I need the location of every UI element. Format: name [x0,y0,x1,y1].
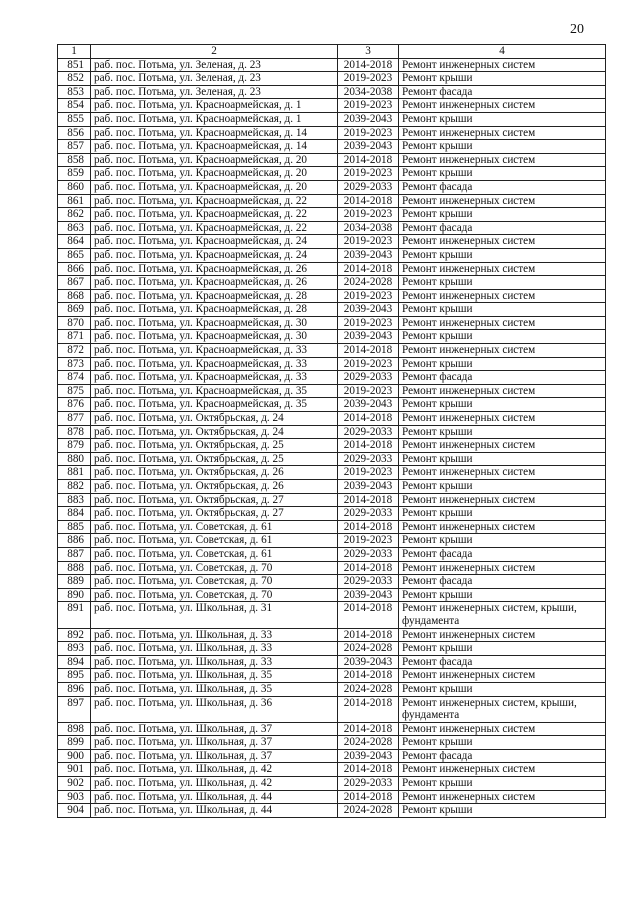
table-row [58,628,606,642]
period-cell: 2039-2043 [338,588,399,602]
table-row [58,602,606,628]
work-type-cell: Ремонт инженерных систем [399,316,606,330]
work-type-cell: Ремонт инженерных систем [399,561,606,575]
address-cell: раб. пос. Потьма, ул. Школьная, д. 42 [91,777,338,791]
address-cell: раб. пос. Потьма, ул. Зеленая, д. 23 [91,85,338,99]
address-cell: раб. пос. Потьма, ул. Красноармейская, д. 33 [91,344,338,358]
period-cell: 2014-2018 [338,561,399,575]
period-cell: 2014-2018 [338,194,399,208]
address-cell: раб. пос. Потьма, ул. Красноармейская, д. 28 [91,303,338,317]
address-cell: раб. пос. Потьма, ул. Советская, д. 61 [91,520,338,534]
work-type-cell: Ремонт инженерных систем [399,439,606,453]
period-cell: 2014-2018 [338,412,399,426]
column-header: 4 [399,45,606,59]
address-cell: раб. пос. Потьма, ул. Школьная, д. 33 [91,642,338,656]
row-number-cell: 859 [58,167,91,181]
row-number-cell: 897 [58,696,91,722]
period-cell: 2029-2033 [338,777,399,791]
table-row [58,99,606,113]
period-cell: 2014-2018 [338,153,399,167]
address-cell: раб. пос. Потьма, ул. Школьная, д. 33 [91,628,338,642]
table-row [58,493,606,507]
table-row [58,480,606,494]
address-cell: раб. пос. Потьма, ул. Советская, д. 70 [91,561,338,575]
row-number-cell: 862 [58,208,91,222]
row-number-cell: 860 [58,180,91,194]
period-cell: 2014-2018 [338,790,399,804]
period-cell: 2019-2023 [338,72,399,86]
table-row [58,777,606,791]
row-number-cell: 882 [58,480,91,494]
row-number-cell: 875 [58,384,91,398]
address-cell: раб. пос. Потьма, ул. Школьная, д. 31 [91,602,338,628]
table-row [58,180,606,194]
page-number: 20 [570,22,584,37]
address-cell: раб. пос. Потьма, ул. Красноармейская, д. 1 [91,99,338,113]
row-number-cell: 855 [58,112,91,126]
address-cell: раб. пос. Потьма, ул. Красноармейская, д. 35 [91,384,338,398]
register-table-body [58,45,606,818]
row-number-cell: 853 [58,85,91,99]
work-type-cell: Ремонт крыши [399,167,606,181]
period-cell: 2029-2033 [338,507,399,521]
work-type-cell: Ремонт крыши [399,480,606,494]
row-number-cell: 866 [58,262,91,276]
table-row [58,682,606,696]
row-number-cell: 885 [58,520,91,534]
address-cell: раб. пос. Потьма, ул. Школьная, д. 33 [91,655,338,669]
row-number-cell: 886 [58,534,91,548]
period-cell: 2034-2038 [338,221,399,235]
work-type-cell: Ремонт инженерных систем [399,153,606,167]
table-row [58,696,606,722]
work-type-cell: Ремонт крыши [399,534,606,548]
work-type-cell: Ремонт инженерных систем [399,384,606,398]
address-cell: раб. пос. Потьма, ул. Школьная, д. 42 [91,763,338,777]
table-row [58,466,606,480]
address-cell: раб. пос. Потьма, ул. Красноармейская, д. 20 [91,153,338,167]
address-cell: раб. пос. Потьма, ул. Советская, д. 70 [91,575,338,589]
row-number-cell: 871 [58,330,91,344]
work-type-cell: Ремонт инженерных систем [399,763,606,777]
table-header-row [58,45,606,59]
address-cell: раб. пос. Потьма, ул. Школьная, д. 37 [91,722,338,736]
table-row [58,357,606,371]
address-cell: раб. пос. Потьма, ул. Красноармейская, д. 35 [91,398,338,412]
row-number-cell: 890 [58,588,91,602]
period-cell: 2019-2023 [338,534,399,548]
address-cell: раб. пос. Потьма, ул. Красноармейская, д. 20 [91,180,338,194]
table-row [58,669,606,683]
table-row [58,126,606,140]
row-number-cell: 901 [58,763,91,777]
row-number-cell: 883 [58,493,91,507]
row-number-cell: 876 [58,398,91,412]
period-cell: 2039-2043 [338,330,399,344]
table-row [58,72,606,86]
table-row [58,749,606,763]
period-cell: 2024-2028 [338,642,399,656]
address-cell: раб. пос. Потьма, ул. Октябрьская, д. 27 [91,493,338,507]
row-number-cell: 895 [58,669,91,683]
row-number-cell: 874 [58,371,91,385]
table-row [58,588,606,602]
period-cell: 2039-2043 [338,112,399,126]
work-type-cell: Ремонт крыши [399,140,606,154]
table-row [58,452,606,466]
table-row [58,575,606,589]
row-number-cell: 903 [58,790,91,804]
work-type-cell: Ремонт крыши [399,507,606,521]
table-row [58,344,606,358]
address-cell: раб. пос. Потьма, ул. Красноармейская, д. 22 [91,221,338,235]
period-cell: 2039-2043 [338,480,399,494]
work-type-cell: Ремонт фасада [399,180,606,194]
period-cell: 2024-2028 [338,804,399,818]
address-cell: раб. пос. Потьма, ул. Школьная, д. 44 [91,804,338,818]
work-type-cell: Ремонт инженерных систем [399,493,606,507]
period-cell: 2039-2043 [338,655,399,669]
address-cell: раб. пос. Потьма, ул. Зеленая, д. 23 [91,58,338,72]
row-number-cell: 894 [58,655,91,669]
period-cell: 2014-2018 [338,628,399,642]
period-cell: 2039-2043 [338,140,399,154]
table-row [58,642,606,656]
work-type-cell: Ремонт инженерных систем [399,235,606,249]
work-type-cell: Ремонт фасада [399,371,606,385]
table-row [58,221,606,235]
period-cell: 2024-2028 [338,682,399,696]
table-row [58,85,606,99]
table-row [58,534,606,548]
work-type-cell: Ремонт инженерных систем [399,344,606,358]
table-row [58,412,606,426]
address-cell: раб. пос. Потьма, ул. Октябрьская, д. 24 [91,412,338,426]
period-cell: 2019-2023 [338,167,399,181]
table-row [58,248,606,262]
table-row [58,790,606,804]
period-cell: 2014-2018 [338,602,399,628]
column-header: 3 [338,45,399,59]
table-row [58,804,606,818]
work-type-cell: Ремонт крыши [399,248,606,262]
period-cell: 2019-2023 [338,466,399,480]
period-cell: 2019-2023 [338,357,399,371]
table-row [58,167,606,181]
period-cell: 2019-2023 [338,235,399,249]
address-cell: раб. пос. Потьма, ул. Советская, д. 61 [91,534,338,548]
address-cell: раб. пос. Потьма, ул. Школьная, д. 37 [91,736,338,750]
work-type-cell: Ремонт инженерных систем [399,289,606,303]
period-cell: 2014-2018 [338,493,399,507]
address-cell: раб. пос. Потьма, ул. Октябрьская, д. 26 [91,466,338,480]
work-type-cell: Ремонт крыши [399,398,606,412]
period-cell: 2019-2023 [338,384,399,398]
register-table [57,44,606,818]
work-type-cell: Ремонт крыши [399,425,606,439]
address-cell: раб. пос. Потьма, ул. Красноармейская, д. 22 [91,208,338,222]
row-number-cell: 893 [58,642,91,656]
column-header: 1 [58,45,91,59]
address-cell: раб. пос. Потьма, ул. Красноармейская, д. 26 [91,262,338,276]
address-cell: раб. пос. Потьма, ул. Красноармейская, д. 14 [91,126,338,140]
work-type-cell: Ремонт фасада [399,85,606,99]
table-row [58,371,606,385]
address-cell: раб. пос. Потьма, ул. Октябрьская, д. 26 [91,480,338,494]
work-type-cell: Ремонт фасада [399,221,606,235]
row-number-cell: 858 [58,153,91,167]
row-number-cell: 889 [58,575,91,589]
address-cell: раб. пос. Потьма, ул. Школьная, д. 35 [91,682,338,696]
period-cell: 2039-2043 [338,749,399,763]
period-cell: 2014-2018 [338,669,399,683]
work-type-cell: Ремонт инженерных систем [399,628,606,642]
table-row [58,763,606,777]
table-row [58,140,606,154]
row-number-cell: 865 [58,248,91,262]
row-number-cell: 870 [58,316,91,330]
period-cell: 2039-2043 [338,303,399,317]
table-row [58,520,606,534]
work-type-cell: Ремонт инженерных систем [399,99,606,113]
period-cell: 2014-2018 [338,58,399,72]
period-cell: 2039-2043 [338,248,399,262]
address-cell: раб. пос. Потьма, ул. Советская, д. 70 [91,588,338,602]
work-type-cell: Ремонт крыши [399,588,606,602]
work-type-cell: Ремонт инженерных систем [399,466,606,480]
row-number-cell: 899 [58,736,91,750]
address-cell: раб. пос. Потьма, ул. Красноармейская, д. 30 [91,330,338,344]
row-number-cell: 892 [58,628,91,642]
row-number-cell: 851 [58,58,91,72]
period-cell: 2014-2018 [338,520,399,534]
row-number-cell: 864 [58,235,91,249]
work-type-cell: Ремонт крыши [399,736,606,750]
address-cell: раб. пос. Потьма, ул. Красноармейская, д. 24 [91,235,338,249]
period-cell: 2029-2033 [338,547,399,561]
row-number-cell: 898 [58,722,91,736]
period-cell: 2014-2018 [338,262,399,276]
table-row [58,235,606,249]
address-cell: раб. пос. Потьма, ул. Школьная, д. 36 [91,696,338,722]
period-cell: 2029-2033 [338,425,399,439]
row-number-cell: 877 [58,412,91,426]
work-type-cell: Ремонт крыши [399,276,606,290]
period-cell: 2019-2023 [338,99,399,113]
work-type-cell: Ремонт инженерных систем [399,126,606,140]
table-row [58,330,606,344]
table-row [58,208,606,222]
work-type-cell: Ремонт крыши [399,72,606,86]
row-number-cell: 884 [58,507,91,521]
address-cell: раб. пос. Потьма, ул. Октябрьская, д. 25 [91,452,338,466]
table-row [58,276,606,290]
work-type-cell: Ремонт крыши [399,804,606,818]
period-cell: 2014-2018 [338,696,399,722]
table-row [58,722,606,736]
work-type-cell: Ремонт крыши [399,452,606,466]
row-number-cell: 902 [58,777,91,791]
period-cell: 2014-2018 [338,344,399,358]
address-cell: раб. пос. Потьма, ул. Красноармейская, д. 1 [91,112,338,126]
table-row [58,439,606,453]
work-type-cell: Ремонт инженерных систем [399,722,606,736]
period-cell: 2029-2033 [338,371,399,385]
period-cell: 2014-2018 [338,439,399,453]
period-cell: 2029-2033 [338,575,399,589]
table-row [58,547,606,561]
work-type-cell: Ремонт фасада [399,655,606,669]
address-cell: раб. пос. Потьма, ул. Красноармейская, д. 20 [91,167,338,181]
period-cell: 2034-2038 [338,85,399,99]
row-number-cell: 891 [58,602,91,628]
work-type-cell: Ремонт крыши [399,330,606,344]
row-number-cell: 880 [58,452,91,466]
work-type-cell: Ремонт крыши [399,682,606,696]
address-cell: раб. пос. Потьма, ул. Зеленая, д. 23 [91,72,338,86]
period-cell: 2039-2043 [338,398,399,412]
period-cell: 2014-2018 [338,763,399,777]
row-number-cell: 857 [58,140,91,154]
table-row [58,153,606,167]
address-cell: раб. пос. Потьма, ул. Красноармейская, д. 30 [91,316,338,330]
address-cell: раб. пос. Потьма, ул. Красноармейская, д. 33 [91,357,338,371]
row-number-cell: 854 [58,99,91,113]
period-cell: 2029-2033 [338,180,399,194]
address-cell: раб. пос. Потьма, ул. Красноармейская, д. 24 [91,248,338,262]
address-cell: раб. пос. Потьма, ул. Октябрьская, д. 27 [91,507,338,521]
work-type-cell: Ремонт крыши [399,777,606,791]
table-row [58,194,606,208]
row-number-cell: 896 [58,682,91,696]
address-cell: раб. пос. Потьма, ул. Школьная, д. 35 [91,669,338,683]
row-number-cell: 879 [58,439,91,453]
period-cell: 2024-2028 [338,736,399,750]
row-number-cell: 887 [58,547,91,561]
address-cell: раб. пос. Потьма, ул. Красноармейская, д. 33 [91,371,338,385]
period-cell: 2019-2023 [338,289,399,303]
row-number-cell: 861 [58,194,91,208]
work-type-cell: Ремонт инженерных систем [399,194,606,208]
row-number-cell: 852 [58,72,91,86]
work-type-cell: Ремонт фасада [399,749,606,763]
work-type-cell: Ремонт инженерных систем [399,669,606,683]
work-type-cell: Ремонт крыши [399,357,606,371]
period-cell: 2019-2023 [338,316,399,330]
work-type-cell: Ремонт инженерных систем [399,790,606,804]
table-row [58,384,606,398]
row-number-cell: 904 [58,804,91,818]
work-type-cell: Ремонт инженерных систем, крыши, фундамента [399,602,606,628]
work-type-cell: Ремонт инженерных систем [399,262,606,276]
row-number-cell: 873 [58,357,91,371]
table-row [58,425,606,439]
address-cell: раб. пос. Потьма, ул. Красноармейская, д. 22 [91,194,338,208]
address-cell: раб. пос. Потьма, ул. Красноармейская, д. 26 [91,276,338,290]
table-row [58,736,606,750]
row-number-cell: 869 [58,303,91,317]
row-number-cell: 888 [58,561,91,575]
table-row [58,289,606,303]
address-cell: раб. пос. Потьма, ул. Школьная, д. 37 [91,749,338,763]
row-number-cell: 872 [58,344,91,358]
row-number-cell: 900 [58,749,91,763]
table-row [58,316,606,330]
period-cell: 2019-2023 [338,126,399,140]
table-row [58,561,606,575]
table-row [58,303,606,317]
table-row [58,58,606,72]
work-type-cell: Ремонт крыши [399,642,606,656]
period-cell: 2019-2023 [338,208,399,222]
row-number-cell: 867 [58,276,91,290]
period-cell: 2024-2028 [338,276,399,290]
work-type-cell: Ремонт инженерных систем [399,412,606,426]
work-type-cell: Ремонт крыши [399,208,606,222]
work-type-cell: Ремонт инженерных систем, крыши, фундамента [399,696,606,722]
work-type-cell: Ремонт крыши [399,303,606,317]
table-row [58,655,606,669]
work-type-cell: Ремонт инженерных систем [399,58,606,72]
table-row [58,112,606,126]
work-type-cell: Ремонт инженерных систем [399,520,606,534]
row-number-cell: 863 [58,221,91,235]
row-number-cell: 878 [58,425,91,439]
address-cell: раб. пос. Потьма, ул. Красноармейская, д. 14 [91,140,338,154]
work-type-cell: Ремонт фасада [399,547,606,561]
address-cell: раб. пос. Потьма, ул. Октябрьская, д. 25 [91,439,338,453]
table-row [58,398,606,412]
column-header: 2 [91,45,338,59]
table-row [58,507,606,521]
address-cell: раб. пос. Потьма, ул. Советская, д. 61 [91,547,338,561]
period-cell: 2014-2018 [338,722,399,736]
row-number-cell: 868 [58,289,91,303]
row-number-cell: 856 [58,126,91,140]
table-row [58,262,606,276]
row-number-cell: 881 [58,466,91,480]
period-cell: 2029-2033 [338,452,399,466]
work-type-cell: Ремонт фасада [399,575,606,589]
address-cell: раб. пос. Потьма, ул. Школьная, д. 44 [91,790,338,804]
address-cell: раб. пос. Потьма, ул. Октябрьская, д. 24 [91,425,338,439]
work-type-cell: Ремонт крыши [399,112,606,126]
address-cell: раб. пос. Потьма, ул. Красноармейская, д. 28 [91,289,338,303]
